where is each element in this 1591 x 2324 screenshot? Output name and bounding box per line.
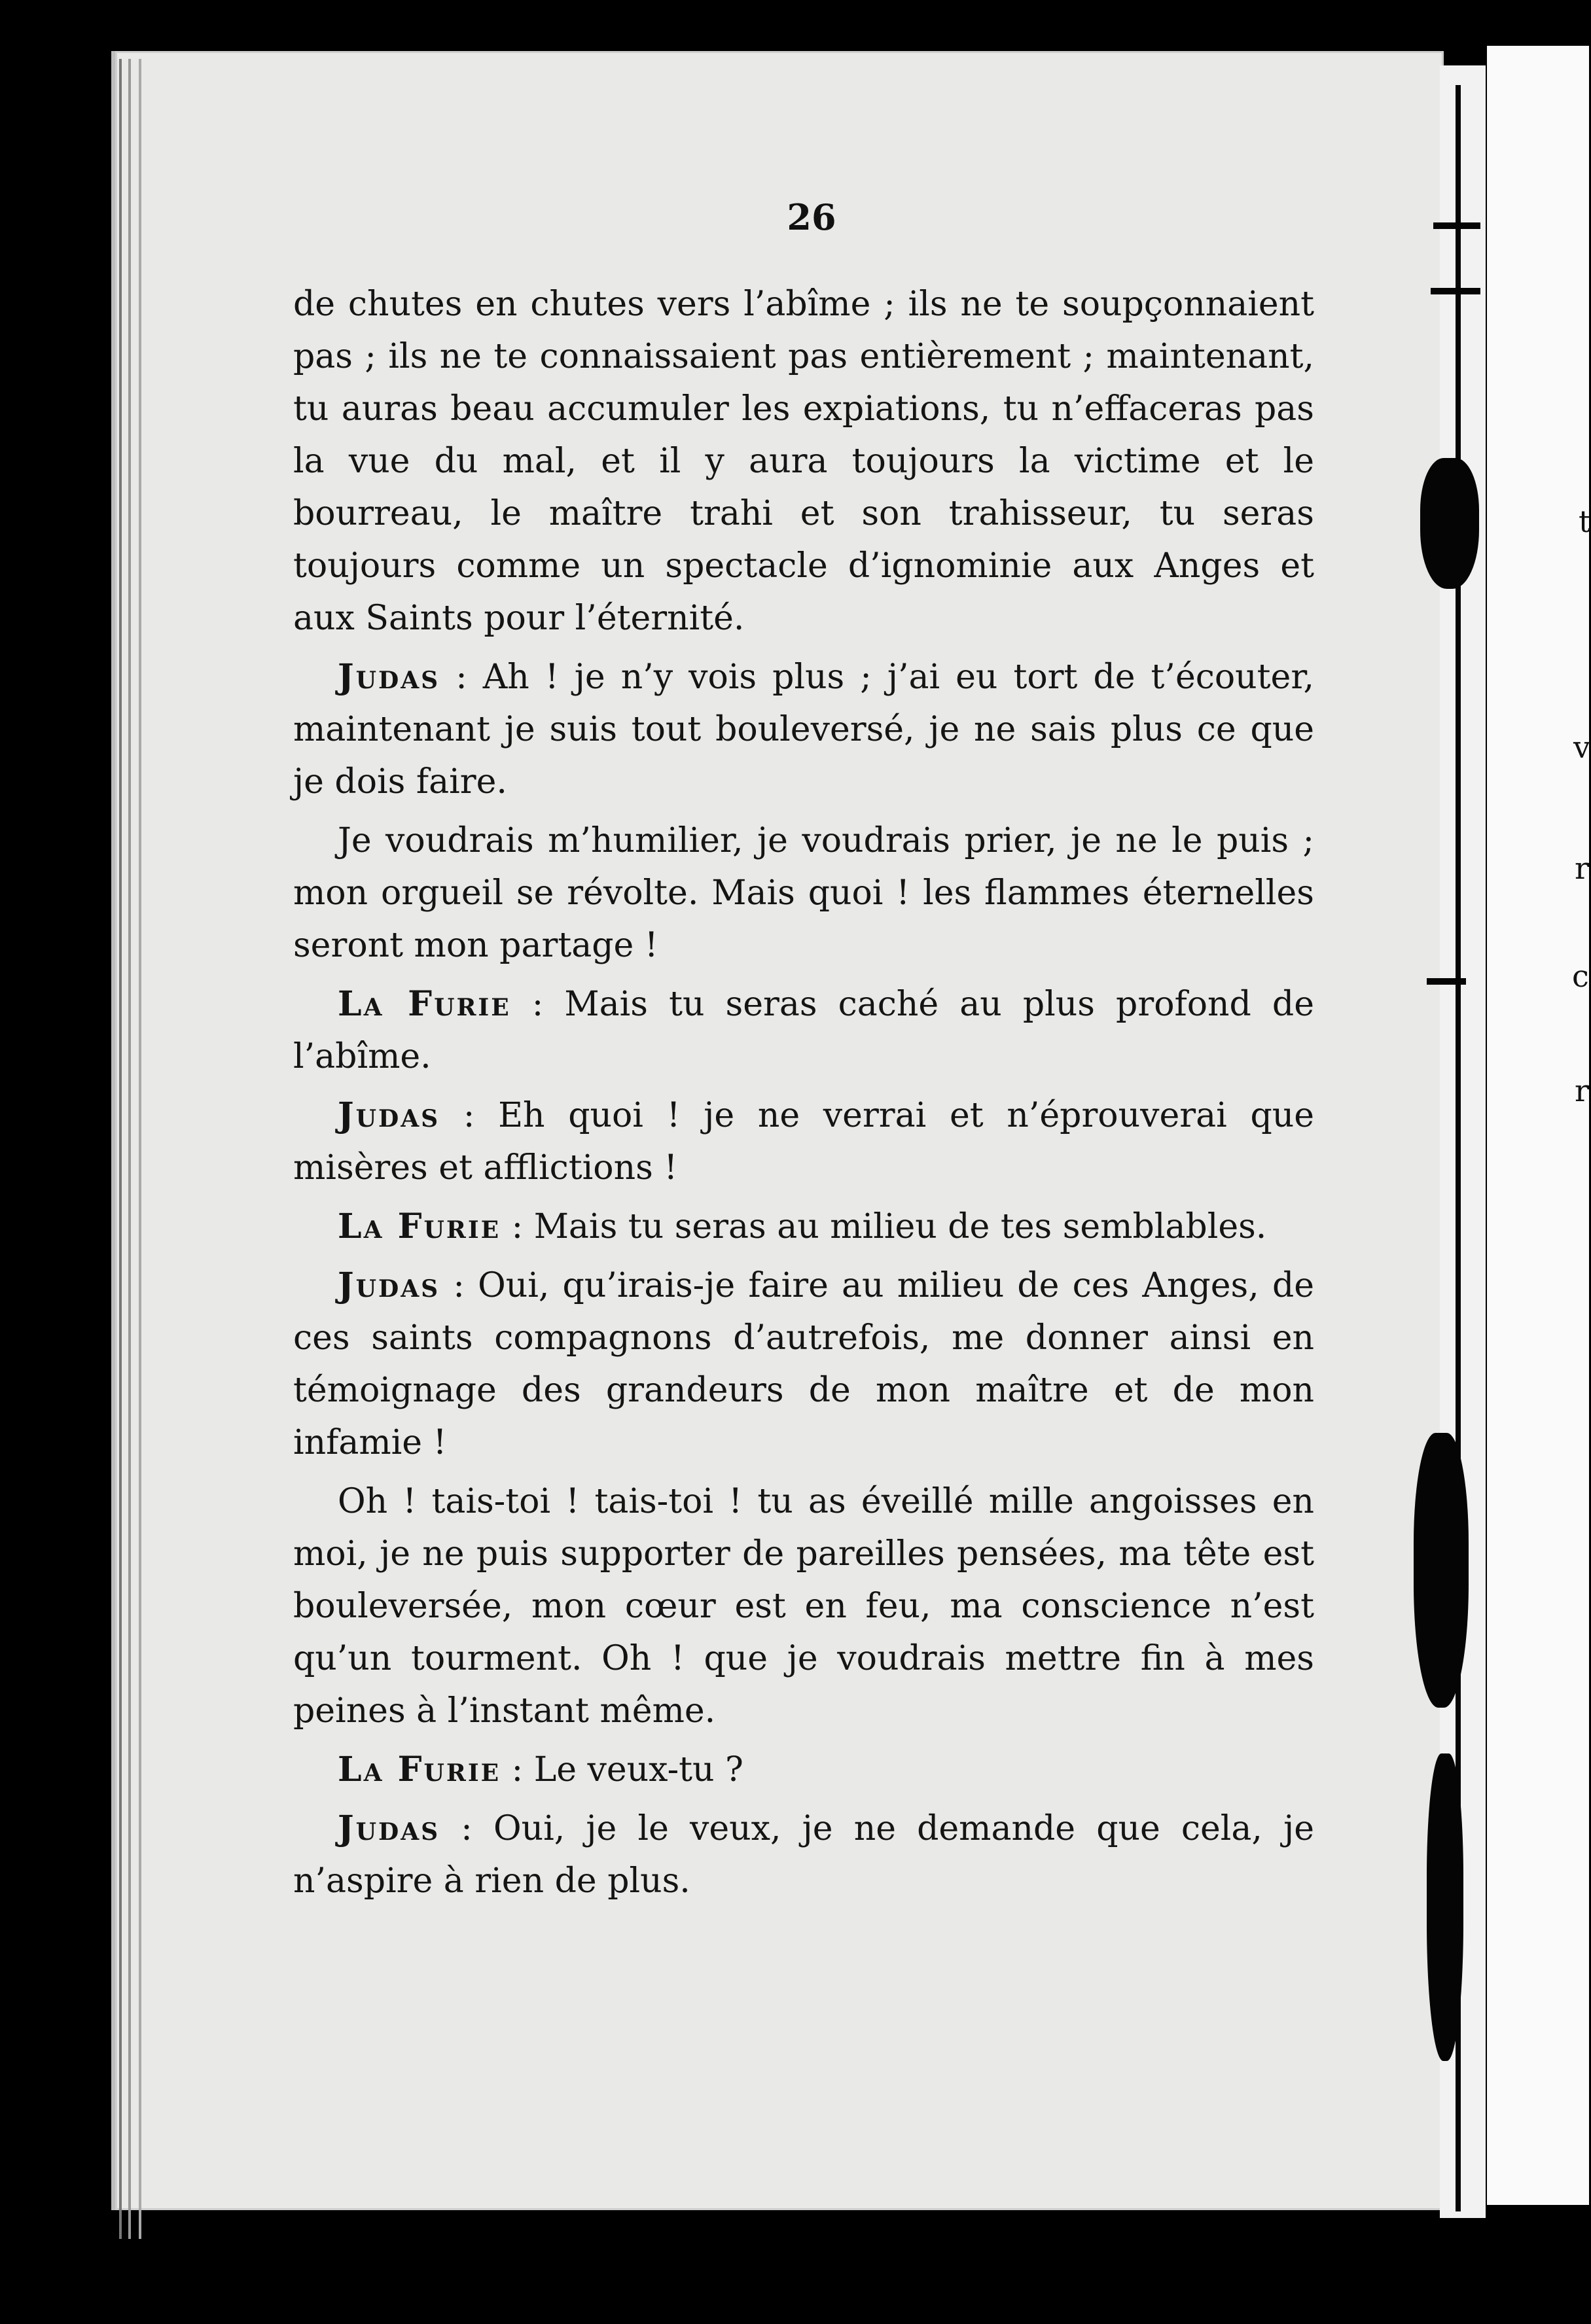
body-text (293, 278, 1314, 1914)
paragraph (293, 1089, 1314, 1194)
page-number: 26 (787, 196, 836, 238)
paragraph-text: Eh quoi ! je ne verrai et n’éprouverai que misères et afflictions ! (293, 1096, 1314, 1188)
adjacent-page (1487, 46, 1589, 2205)
paragraph (293, 978, 1314, 1083)
page-edge (119, 59, 122, 2239)
speaker-name: Judas (338, 1808, 440, 1848)
paragraph-text: de chutes en chutes vers l’abîme ; ils ne te soupçonnaient pas ; ils ne te connaissaient pas entièrement ; maintenant, tu auras beau accumuler les expiations, tu n’effaceras pas la vue du mal, et il y aura toujours la victime et le bourreau, le maître trahi et son trahisseur, tu seras toujours comme un spectacle d’ignominie aux Anges et aux Saints pour l’éternité. (293, 285, 1314, 638)
paragraph-text: Oui, qu’irais-je faire au milieu de ces Anges, de ces saints compagnons d’autrefois, me donner ainsi en témoignage des grandeurs de mon maître et de mon infamie ! (293, 1266, 1314, 1462)
paragraph-text: Oh ! tais-toi ! tais-toi ! tu as éveillé mille angoisses en moi, je ne puis supporter de pareilles pensées, ma tête est bouleversée, mon cœur est en feu, ma conscience n’est qu’un tourment. Oh ! que je voudrais mettre fin à mes peines à l’instant même. (293, 1482, 1314, 1731)
paragraph-text: Mais tu seras caché au plus profond de l’abîme. (293, 985, 1314, 1076)
binding-stitch (1427, 978, 1466, 985)
paragraph-text: Je voudrais m’humilier, je voudrais prier, je ne le puis ; mon orgueil se révolte. Mais quoi ! les flammes éternelles seront mon partage ! (293, 821, 1314, 965)
speaker-separator: : (440, 1809, 493, 1848)
speaker-separator: : (440, 1266, 478, 1305)
adjacent-page-fragment: r (1575, 851, 1589, 886)
paragraph (293, 1259, 1314, 1469)
paragraph (293, 651, 1314, 808)
adjacent-page-fragment: v (1573, 730, 1590, 765)
paragraph-text: Le veux-tu ? (533, 1750, 743, 1789)
speaker-separator: : (501, 1207, 534, 1246)
paragraph-text: Mais tu seras au milieu de tes semblables. (533, 1207, 1267, 1246)
binding-knot (1420, 458, 1479, 589)
binding-stitch (1431, 288, 1480, 294)
speaker-name: Judas (338, 1095, 440, 1135)
speaker-separator: : (440, 658, 483, 697)
paragraph-text: Oui, je le veux, je ne demande que cela, je n’aspire à rien de plus. (293, 1809, 1315, 1901)
binding-knot (1414, 1433, 1469, 1708)
adjacent-page-fragment: c (1572, 959, 1589, 994)
page-edge (128, 59, 131, 2239)
binding-knot (1427, 1753, 1463, 2061)
paragraph (293, 815, 1314, 972)
binding-stitch (1433, 222, 1480, 229)
paragraph (293, 1201, 1314, 1253)
paragraph (293, 1803, 1314, 1907)
speaker-name: La Furie (338, 984, 511, 1024)
paragraph-text: Ah ! je n’y vois plus ; j’ai eu tort de t’écouter, maintenant je suis tout bouleversé, je ne sais plus ce que je dois faire. (293, 658, 1315, 801)
speaker-name: Judas (338, 1265, 440, 1305)
paragraph (293, 278, 1314, 644)
paragraph (293, 1475, 1314, 1737)
page-edge (139, 59, 141, 2239)
adjacent-page-fragment: t (1579, 504, 1591, 539)
speaker-separator: : (510, 985, 565, 1024)
speaker-name: Judas (338, 657, 440, 697)
speaker-separator: : (440, 1096, 499, 1135)
speaker-name: La Furie (338, 1750, 501, 1789)
speaker-separator: : (501, 1750, 534, 1789)
speaker-name: La Furie (338, 1206, 501, 1246)
adjacent-page-fragment: r (1575, 1073, 1589, 1108)
paragraph (293, 1744, 1314, 1796)
